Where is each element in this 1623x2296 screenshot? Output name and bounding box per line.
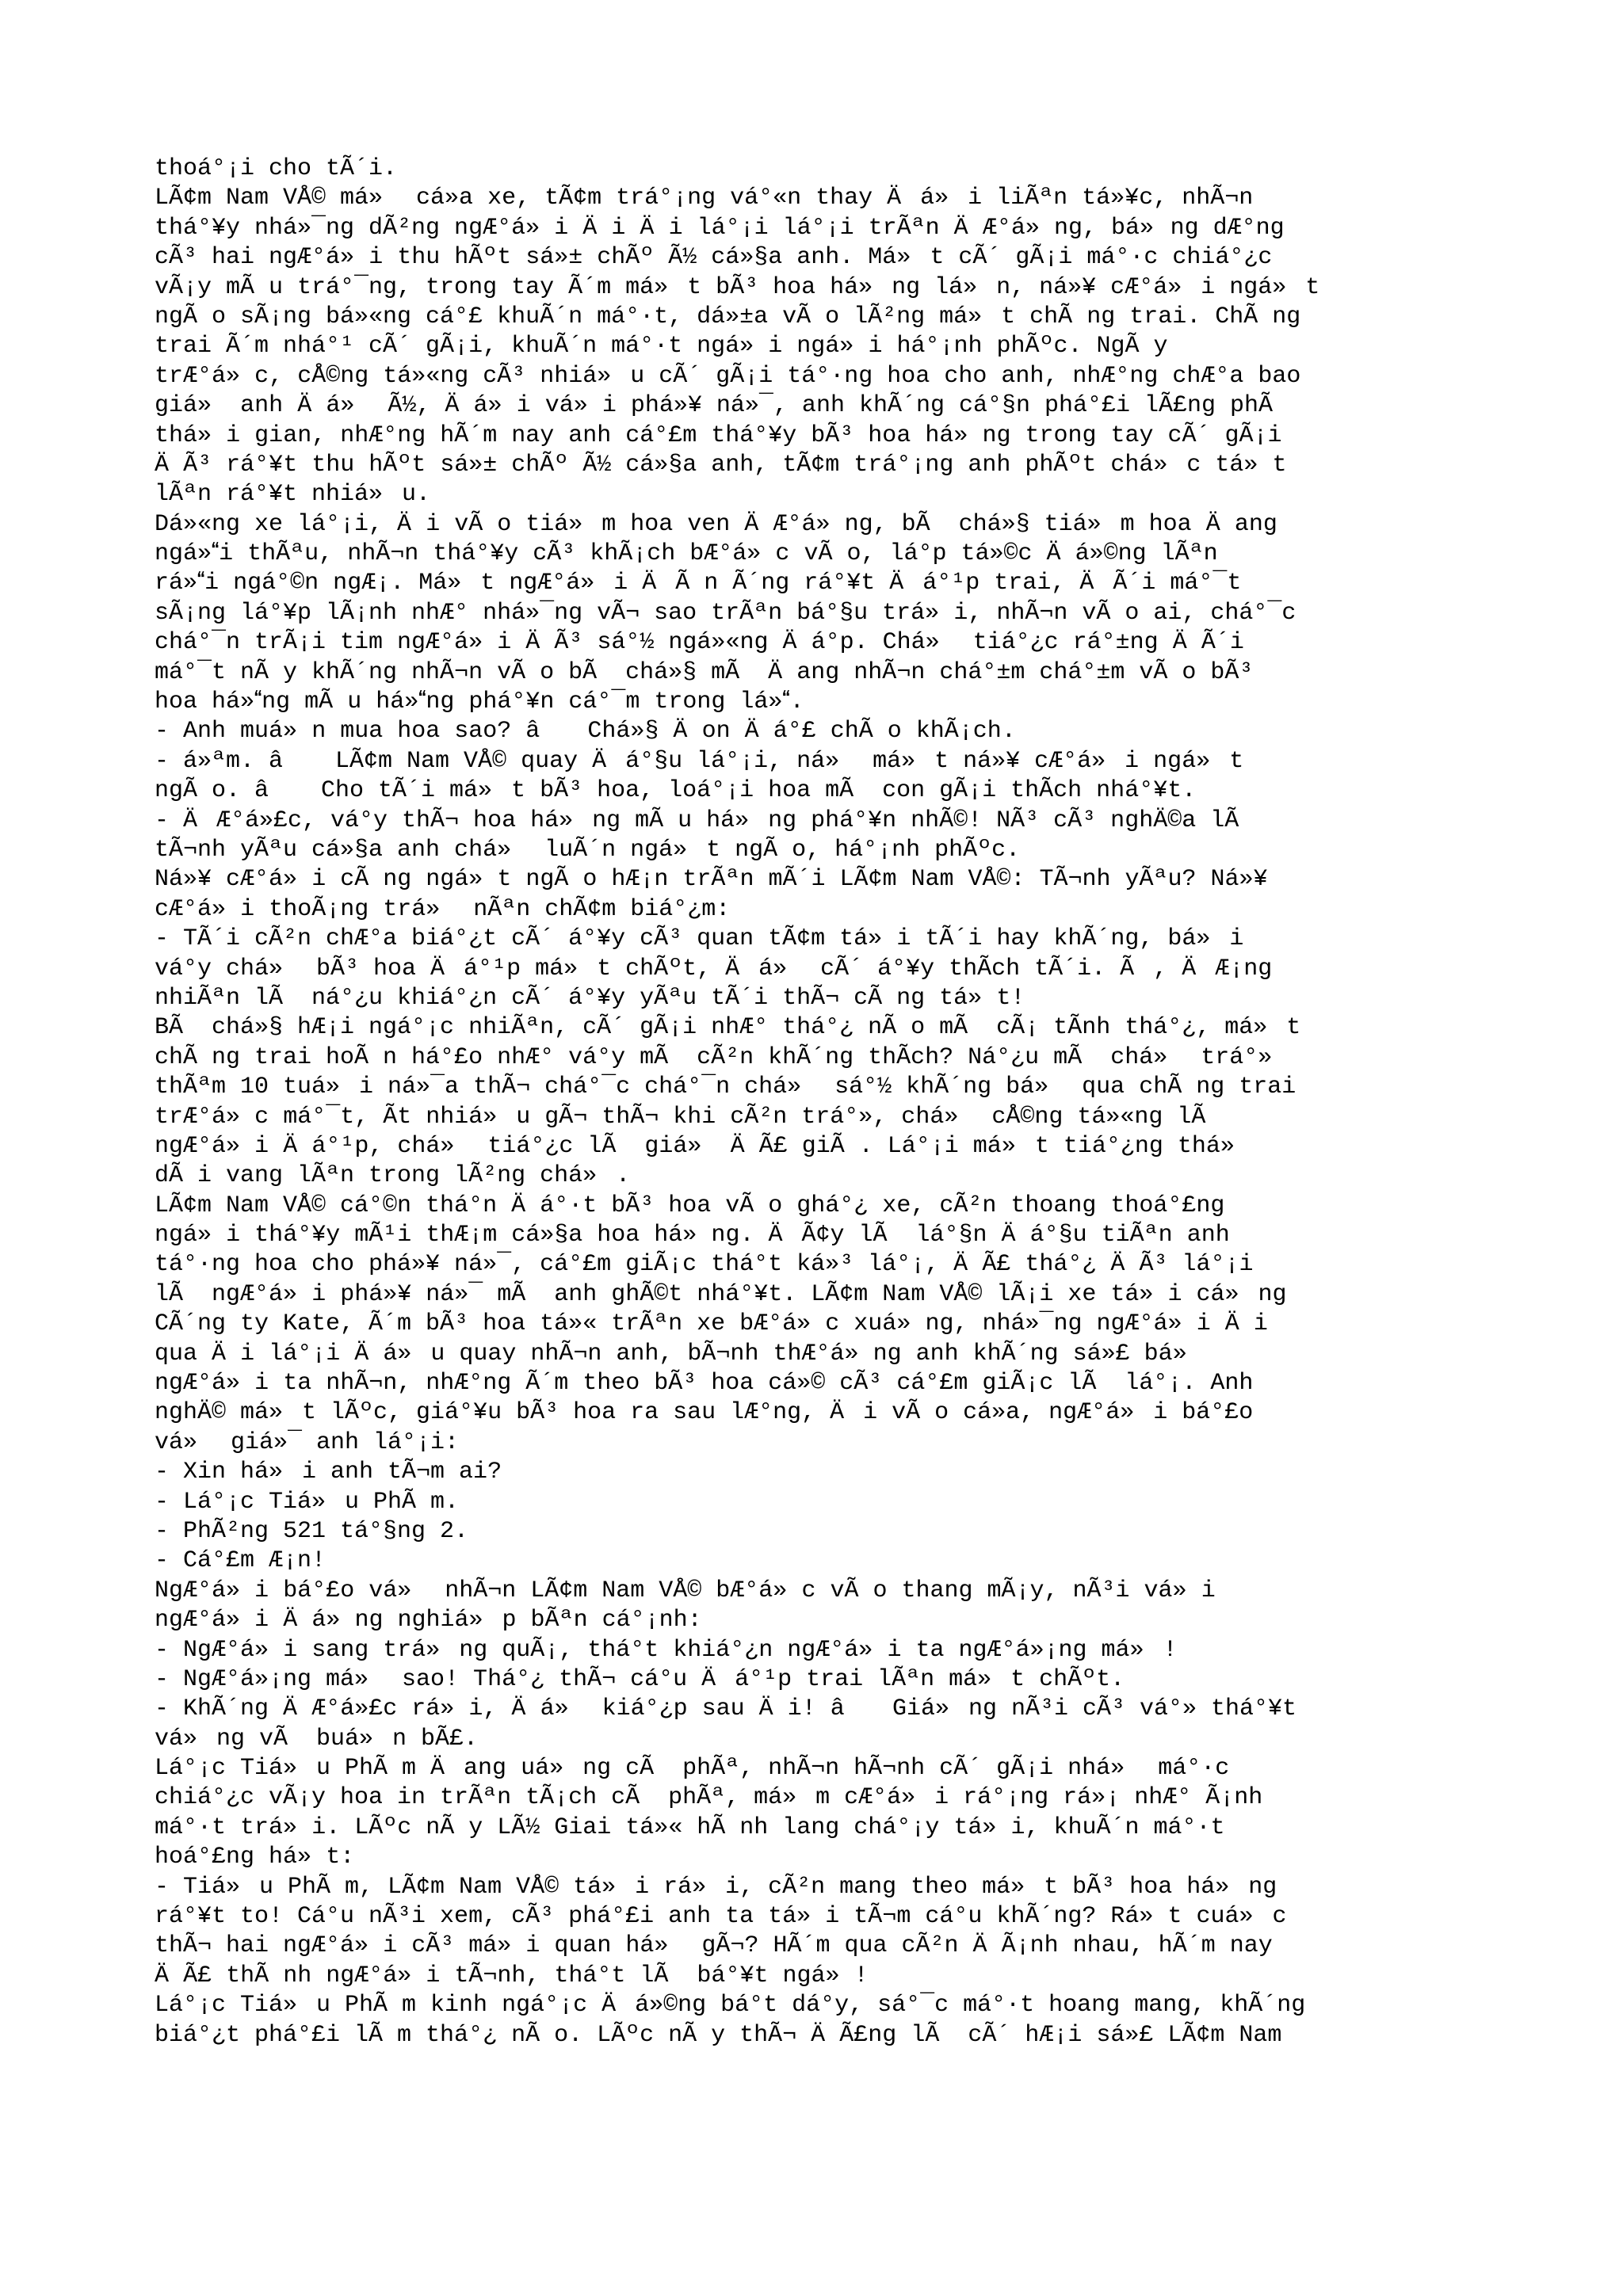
text-line: NgÆ°á»i bá°£o vá» nhÃ¬n LÃ¢m Nam VÅ© bÆ°á»c vÃ o thang mÃ¡y, nÃ³i vá»i [155, 1577, 1216, 1604]
text-line: Dá»«ng xe lá°¡i, Äi vÃ o tiá»m hoa ven ÄÆ°á»ng, bÃ chá»§ tiá»m hoa Äang [155, 510, 1277, 538]
text-line: dÃ i vang lÃªn trong lÃ²ng chá». [155, 1162, 631, 1190]
text-line: ngá»i thá°¥y mÃ¹i thÆ¡m cá»§a hoa há»ng. ÄÃ¢y lÃ lá°§n Äá°§u tiÃªn anh [155, 1222, 1230, 1249]
text-line: - ÄÆ°á»£c, vá°y thÃ¬ hoa há»ng mÃ u há»ng phá°¥n nhÃ©! NÃ³ cÃ³ nghÄ©a lÃ [155, 807, 1254, 834]
text-line: BÃ chá»§ hÆ¡i ngá°¡c nhiÃªn, cÃ´ gÃ¡i nhÆ° thá°¿ nÃ o mÃ cÃ¡ tÃnh thá°¿, má»t [155, 1014, 1301, 1042]
text-line: thá»i gian, nhÆ°ng hÃ´m nay anh cá°£m thá°¥y bÃ³ hoa há»ng trong tay cÃ´ gÃ¡i [155, 421, 1282, 449]
text-line: - PhÃ²ng 521 tá°§ng 2. [155, 1517, 469, 1545]
text-line: vÃ¡y mÃ u trá°¯ng, trong tay Ã´m má»t bÃ³ hoa há»ng lá»n, ná»¥ cÆ°á»i ngá»t [155, 273, 1320, 301]
text-line: ngá»i thÃªu, nhÃ¬n thá°¥y cÃ³ khÃ¡ch bÆ°á»c vÃ o, lá°p tá»©c Äá»©ng lÃªn [155, 540, 1218, 568]
text-line: tÃ¬nh yÃªu cá»§a anh chá» luÃ´n ngá»t ngÃ o, há°¡nh phÃºc. [155, 836, 1021, 864]
text-line: hoá°£ng há»t: [155, 1844, 355, 1871]
text-line: - NgÆ°á»¡ng má» sao! Thá°¿ thÃ¬ cá°u Äá°¹p trai lÃªn má»t chÃºt. [155, 1665, 1125, 1693]
text-line: hoa há»ng mÃ u há»ng phá°¥n cá°¯m trong lá». [155, 688, 804, 716]
text-line: vá°y chá» bÃ³ hoa Äá°¹p má»t chÃºt, Äá» cÃ´ á°¥y thÃch tÃ´i. Ã, ÄÆ¡ng [155, 955, 1273, 982]
text-line: - Xin há»i anh tÃ¬m ai? [155, 1459, 502, 1486]
text-line: vá» giá»¯ anh lá°¡i: [155, 1428, 460, 1456]
text-line: thÃªm 10 tuá»i ná»¯a thÃ¬ chá°¯c chá°¯n chá» sá°½ khÃ´ng bá» qua chÃ ng trai [155, 1074, 1296, 1101]
text-line: giá» anh Äá» Ã½, Äá»i vá»i phá»¥ ná»¯, anh khÃ´ng cá°§n phá°£i lÃ£ng phÃ [155, 392, 1274, 420]
text-line: qua Äi lá°¡i Äá»u quay nhÃ¬n anh, bÃ¬nh thÆ°á»ng anh khÃ´ng sá»£ bá» [155, 1340, 1206, 1367]
text-line: LÃ¢m Nam VÅ© cá°©n thá°n Äá°·t bÃ³ hoa vÃ o ghá°¿ xe, cÃ²n thoang thoá°£ng [155, 1192, 1225, 1219]
text-line: chá°¯n trÃ¡i tim ngÆ°á»i ÄÃ³ sá°½ ngá»«ng Äá°p. Chá» tiá°¿c rá°±ng ÄÃ´i [155, 629, 1244, 657]
text-line: chÃ ng trai hoÃ n há°£o nhÆ° vá°y mÃ cÃ²n khÃ´ng thÃch? Ná°¿u mÃ chá» trá°» [155, 1043, 1273, 1071]
text-line: thÃ¬ hai ngÆ°á»i cÃ³ má»i quan há» gÃ¬? HÃ´m qua cÃ²n ÄÃ¡nh nhau, hÃ´m nay [155, 1932, 1273, 1960]
text-line: - NgÆ°á»i sang trá»ng quÃ¡, thá°t khiá°¿n ngÆ°á»i ta ngÆ°á»¡ng má»! [155, 1636, 1178, 1664]
text-line: biá°¿t phá°£i lÃ m thá°¿ nÃ o. LÃºc nÃ y thÃ¬ ÄÃ£ng lÃ cÃ´ hÆ¡i sá»£ LÃ¢m Nam [155, 2021, 1282, 2049]
text-line: trÆ°á»c má°¯t, Ãt nhiá»u gÃ¬ thÃ¬ khi cÃ²n trá°», chá» cÅ©ng tá»«ng lÃ [155, 1103, 1220, 1131]
text-line: lÃ ngÆ°á»i phá»¥ ná»¯ mÃ anh ghÃ©t nhá°¥t. LÃ¢m Nam VÅ© lÃ¡i xe tá»i cá»ng [155, 1280, 1287, 1308]
text-line: nhiÃªn lÃ ná°¿u khiá°¿n cÃ´ á°¥y yÃªu tÃ´i thÃ¬ cÃ ng tá»t! [155, 984, 1025, 1012]
text-line: ngÃ o sÃ¡ng bá»«ng cá°£ khuÃ´n má°·t, dá»±a vÃ o lÃ²ng má»t chÃ ng trai. ChÃ ng [155, 303, 1301, 330]
text-line: tá°·ng hoa cho phá»¥ ná»¯, cá°£m giÃ¡c thá°t ká»³ lá°¡, ÄÃ£ thá°¿ ÄÃ³ lá°¡i [155, 1251, 1254, 1279]
text-line: Lá°¡c Tiá»u PhÃ m kinh ngá°¡c Äá»©ng bá°t dá°y, sá°¯c má°·t hoang mang, khÃ´ng [155, 1992, 1306, 2019]
text-line: chiá°¿c vÃ¡y hoa in trÃªn tÃ¡ch cÃ phÃª, má»m cÆ°á»i rá°¡ng rá»¡ nhÆ° Ã¡nh [155, 1784, 1263, 1812]
text-line: cÆ°á»i thoÃ¡ng trá» nÃªn chÃ¢m biá°¿m: [155, 895, 731, 923]
text-line: nghÄ© má»t lÃºc, giá°¥u bÃ³ hoa ra sau lÆ°ng, Äi vÃ o cá»a, ngÆ°á»i bá°£o [155, 1399, 1254, 1427]
text-line: rá°¥t to! Cá°u nÃ³i xem, cÃ³ phá°£i anh ta tá»i tÃ¬m cá°u khÃ´ng? Rá»t cuá»c [155, 1903, 1287, 1931]
text-line: cÃ³ hai ngÆ°á»i thu hÃºt sá»± chÃº Ã½ cá»§a anh. Má»t cÃ´ gÃ¡i má°·c chiá°¿c [155, 244, 1273, 272]
text-line: ÄÃ£ thÃ nh ngÆ°á»i tÃ¬nh, thá°t lÃ bá°¥t ngá»! [155, 1962, 869, 1989]
text-line: - TÃ´i cÃ²n chÆ°a biá°¿t cÃ´ á°¥y cÃ³ quan tÃ¢m tá»i tÃ´i hay khÃ´ng, bá»i [155, 925, 1244, 953]
text-line: thá°¥y nhá»¯ng dÃ²ng ngÆ°á»i Äi Äi lá°¡i lá°¡i trÃªn ÄÆ°á»ng, bá»ng dÆ°ng [155, 214, 1285, 242]
text-line: - KhÃ´ng ÄÆ°á»£c rá»i, Äá» kiá°¿p sau Äi! â Giá»ng nÃ³i cÃ³ vá°» thá°¥t [155, 1695, 1297, 1723]
text-line: - á»ªm. â LÃ¢m Nam VÅ© quay Äá°§u lá°¡i, ná» má»t ná»¥ cÆ°á»i ngá»t [155, 747, 1244, 775]
text-line: ngÆ°á»i Äá»ng nghiá»p bÃªn cá°¡nh: [155, 1607, 702, 1634]
text-line: thoá°¡i cho tÃ´i. [155, 155, 398, 182]
text-line: Ná»¥ cÆ°á»i cÃ ng ngá»t ngÃ o hÆ¡n trÃªn mÃ´i LÃ¢m Nam VÅ©: TÃ¬nh yÃªu? Ná»¥ [155, 866, 1268, 894]
text-line: - Cá°£m Æ¡n! [155, 1547, 327, 1575]
text-line: ÄÃ³ rá°¥t thu hÃºt sá»± chÃº Ã½ cá»§a anh, tÃ¢m trá°¡ng anh phÃºt chá»c tá»t [155, 451, 1287, 479]
text-line: trai Ã´m nhá°¹ cÃ´ gÃ¡i, khuÃ´n má°·t ngá»i ngá»i há°¡nh phÃºc. NgÃ y [155, 333, 1168, 360]
text-line: CÃ´ng ty Kate, Ã´m bÃ³ hoa tá»« trÃªn xe bÆ°á»c xuá»ng, nhá»¯ng ngÆ°á»i Äi [155, 1310, 1268, 1338]
text-line: LÃ¢m Nam VÅ© má» cá»a xe, tÃ¢m trá°¡ng vá°«n thay Äá»i liÃªn tá»¥c, nhÃ¬n [155, 185, 1254, 212]
text-line: sÃ¡ng lá°¥p lÃ¡nh nhÆ° nhá»¯ng vÃ¬ sao trÃªn bá°§u trá»i, nhÃ¬n vÃ o ai, chá°¯c [155, 599, 1296, 627]
text-line: má°¯t nÃ y khÃ´ng nhÃ¬n vÃ o bÃ chá»§ mÃ Äang nhÃ¬n chá°±m chá°±m vÃ o bÃ³ [155, 658, 1254, 686]
text-line: ngÃ o. â Cho tÃ´i má»t bÃ³ hoa, loá°¡i hoa mÃ con gÃ¡i thÃch nhá°¥t. [155, 777, 1197, 805]
document-body [155, 154, 1502, 2050]
text-line: ngÆ°á»i ta nhÃ¬n, nhÆ°ng Ã´m theo bÃ³ hoa cá»© cÃ³ cá°£m giÃ¡c lÃ lá°¡. Anh [155, 1370, 1254, 1398]
text-line: - Tiá»u PhÃ m, LÃ¢m Nam VÅ© tá»i rá»i, cÃ²n mang theo má»t bÃ³ hoa há»ng [155, 1873, 1277, 1901]
text-line: - Lá°¡c Tiá»u PhÃ m. [155, 1488, 460, 1516]
text-line: Lá°¡c Tiá»u PhÃ m Äang uá»ng cÃ phÃª, nhÃ¬n hÃ¬nh cÃ´ gÃ¡i nhá» má°·c [155, 1755, 1230, 1783]
text-line: ngÆ°á»i Äá°¹p, chá» tiá°¿c lÃ giá» ÄÃ£ giÃ . Lá°¡i má»t tiá°¿ng thá» [155, 1132, 1254, 1160]
text-line: lÃªn rá°¥t nhiá»u. [155, 481, 431, 509]
text-line: má°·t trá»i. LÃºc nÃ y LÃ½ Giai tá»« hÃ nh lang chá°¡y tá»i, khuÃ´n má°·t [155, 1814, 1225, 1841]
text-line: rá»i ngá°©n ngÆ¡. Má»t ngÆ°á»i ÄÃ n Ã´ng rá°¥t Äá°¹p trai, ÄÃ´i má°¯t [155, 570, 1242, 597]
text-line: trÆ°á»c, cÅ©ng tá»«ng cÃ³ nhiá»u cÃ´ gÃ¡i tá°·ng hoa cho anh, nhÆ°ng chÆ°a bao [155, 362, 1301, 390]
text-line: - Anh muá»n mua hoa sao? â Chá»§ Äon Äá°£ chÃ o khÃ¡ch. [155, 718, 1016, 746]
text-line: vá»ng vÃ buá»n bÃ£. [155, 1725, 479, 1753]
